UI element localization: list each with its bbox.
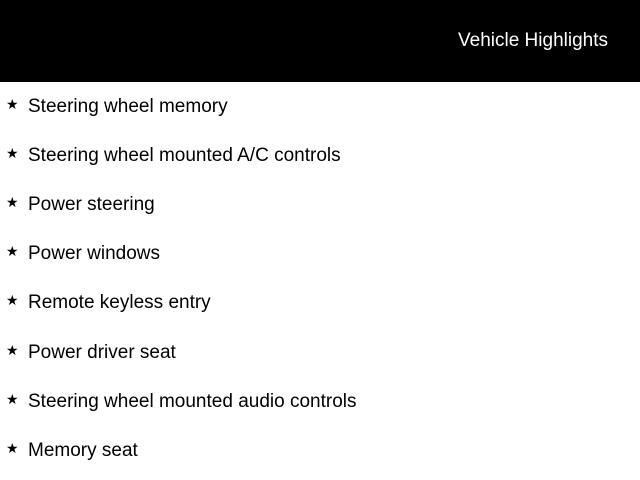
star-icon: ★ [6,343,19,359]
star-icon: ★ [6,146,19,162]
list-item [0,243,640,267]
list-item [0,96,640,120]
list-item [0,342,640,366]
highlight-label: Steering wheel memory [28,96,228,117]
highlight-label: Power driver seat [28,342,176,363]
highlight-label: Steering wheel mounted audio controls [28,391,357,412]
star-icon: ★ [6,293,19,309]
list-item [0,145,640,169]
list-item [0,292,640,316]
star-icon: ★ [6,244,19,260]
highlight-label: Power windows [28,243,160,264]
header-bar [0,0,640,82]
star-icon: ★ [6,195,19,211]
list-item [0,194,640,218]
star-icon: ★ [6,441,19,457]
star-icon: ★ [6,97,19,113]
highlight-label: Memory seat [28,440,138,461]
highlight-label: Remote keyless entry [28,292,211,313]
list-item [0,391,640,415]
highlight-label: Steering wheel mounted A/C controls [28,145,341,166]
page-title: Vehicle Highlights [458,30,608,51]
star-icon: ★ [6,392,19,408]
highlight-label: Power steering [28,194,155,215]
list-item [0,440,640,464]
